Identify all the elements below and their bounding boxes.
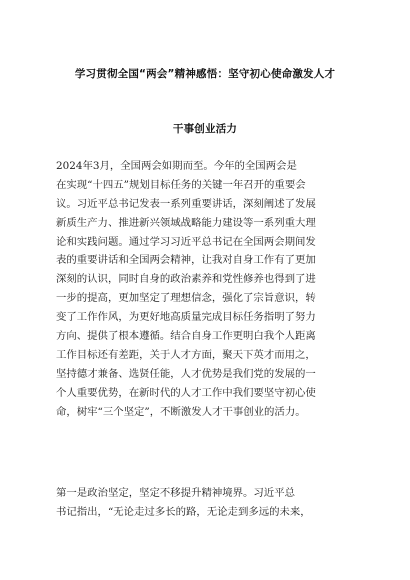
body-paragraph-2 <box>56 484 356 522</box>
text-line: 第一是政治坚定，坚定不移提升精神境界。习近平总 <box>56 487 295 499</box>
text-line: 方向、提供了根本遵循。结合自身工作更明白我个人距离 <box>56 330 316 343</box>
text-line: 书记指出，“无论走过多长的路，无论走到多远的未来， <box>56 505 311 518</box>
text-line: 议。习近平总书记发表一系列重要讲话，深刻阐述了发展 <box>56 197 316 210</box>
text-line: 命，树牢“三个坚定”，不断激发人才干事创业的活力。 <box>56 405 306 418</box>
text-line: 一步的提高，更加坚定了理想信念，强化了宗旨意识，转 <box>56 292 316 305</box>
document-title-line-2: 干事创业活力 <box>172 123 238 135</box>
body-paragraph-1 <box>56 157 356 421</box>
text-line: 2024年3月，全国两会如期而至。今年的全国两会是 <box>56 160 297 172</box>
text-line: 在实现“十四五”规划目标任务的关键一年召开的重要会 <box>56 178 306 191</box>
text-line: 工作目标还有差距，关于人才方面，聚天下英才而用之， <box>56 348 316 361</box>
document-title-line-1: 学习贯彻全国“两会”精神感悟：坚守初心使命激发人才 <box>74 68 336 80</box>
text-line: 坚持德才兼备、选贤任能，人才优势是我们党的发展的一 <box>56 367 316 380</box>
text-line: 深刻的认识，同时自身的政治素养和党性修养也得到了进 <box>56 273 316 286</box>
text-line: 表的重要讲话和全国两会精神，让我对自身工作有了更加 <box>56 254 316 267</box>
text-line: 论和实践问题。通过学习习近平总书记在全国两会期间发 <box>56 235 316 248</box>
text-line: 个人重要优势，在新时代的人才工作中我们要坚守初心使 <box>56 386 316 399</box>
text-line: 变了工作作风，为更好地高质量完成目标任务指明了努力 <box>56 311 316 324</box>
text-line: 新质生产力、推进新兴领域战略能力建设等一系列重大理 <box>56 216 316 229</box>
